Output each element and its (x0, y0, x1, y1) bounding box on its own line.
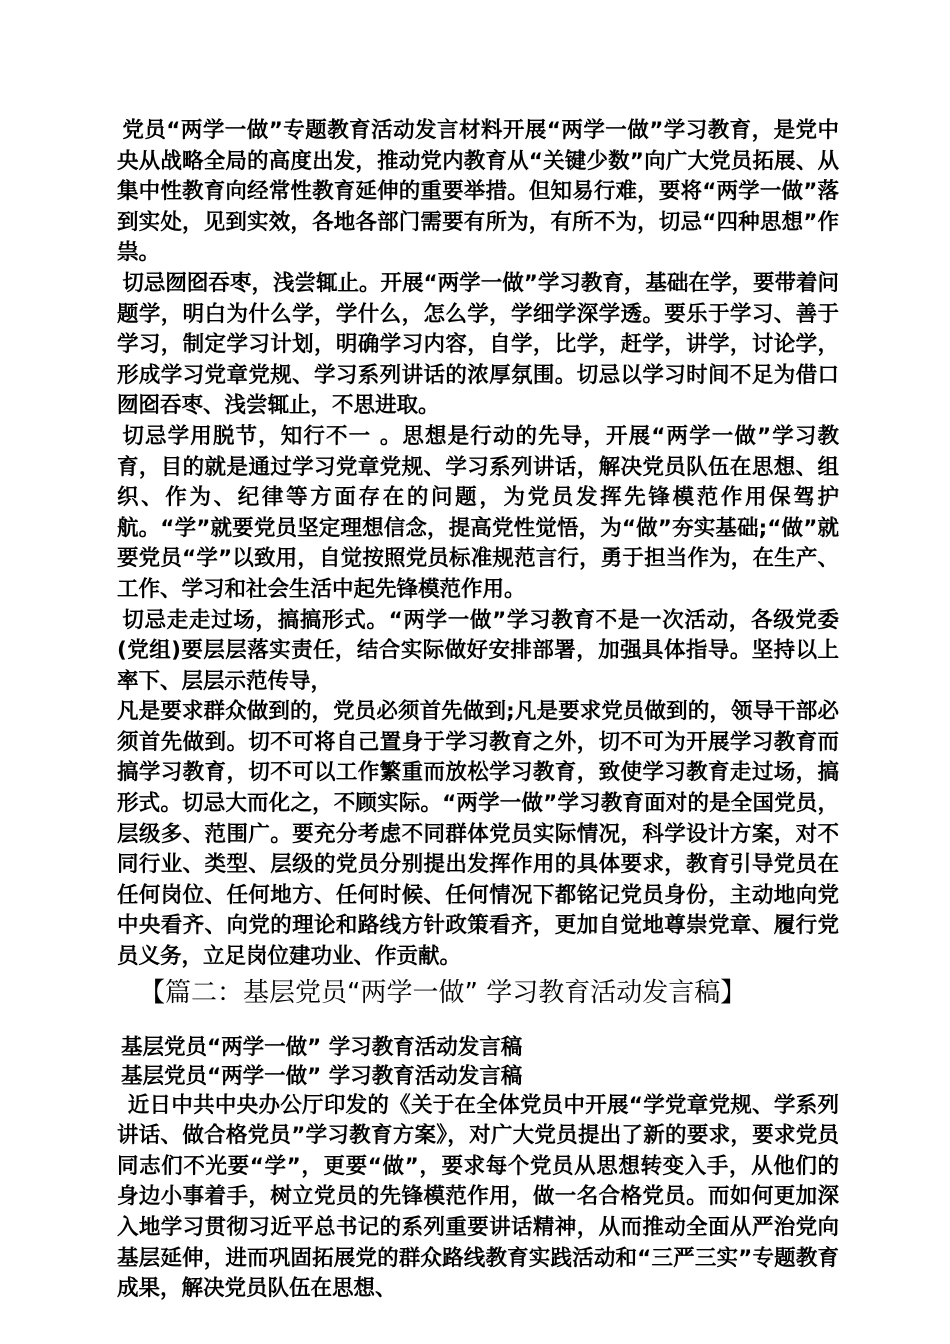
paragraph-section-1: 切忌囫囵吞枣，浅尝辄止。开展“两学一做”学习教育，基础在学，要带着问题学，明白为什么学，学什么，怎么学，学细学深学透。要乐于学习、善于学习，制定学习计划，明确学习内容，自学，比学，赶学，讲学，讨论学，形成学习党章党规、学习系列讲话的浓厚氛围。切忌以学习时间不足为借口囫囵吞枣、浅尝辄止，不思进取。 (117, 270, 839, 419)
paragraph-closing: 近日中共中央办公厅印发的《关于在全体党员中开展“学党章党规、学系列讲话、做合格党员”学习教育方案》，对广大党员提出了新的要求，要求党员同志们不光要“学”，更要“做”，要求每个党员从思想转变入手，从他们的身边小事着手，树立党员的先锋模范作用，做一名合格党员。而如何更加深入地学习贯彻习近平总书记的系列重要讲话精神，从而推动全面从严治党向基层延伸，进而巩固拓展党的群众路线教育实践活动和“三严三实”专题教育成果，解决党员队伍在思想、 (117, 1092, 839, 1302)
section-title: 【篇二：基层党员“两学一做” 学习教育活动发言稿】 (139, 977, 747, 1008)
paragraph-section-3: 切忌走走过场，搞搞形式。“两学一做”学习教育不是一次活动，各级党委(党组)要层层落实责任，结合实际做好安排部署，加强具体指导。坚持以上率下、层层示范传导， (117, 607, 839, 694)
paragraph-section-3-continued: 凡是要求群众做到的，党员必须首先做到;凡是要求党员做到的，领导干部必须首先做到。切不可将自己置身于学习教育之外，切不可为开展学习教育而搞学习教育，切不可以工作繁重而放松学习教育，致使学习教育走过场，搞形式。切忌大而化之，不顾实际。“两学一做”学习教育面对的是全国党员，层级多、范围广。要充分考虑不同群体党员实际情况，科学设计方案，对不同行业、类型、层级的党员分别提出发挥作用的具体要求，教育引导党员在任何岗位、任何地方、任何时候、任何情况下都铭记党员身份，主动地向党中央看齐、向党的理论和路线方针政策看齐，更加自觉地尊崇党章、履行党员义务，立足岗位建功业、作贡献。 (117, 699, 839, 970)
sub-title-1: 基层党员“两学一做” 学习教育活动发言稿 (121, 1034, 523, 1060)
paragraph-section-2: 切忌学用脱节，知行不一 。思想是行动的先导，开展“两学一做”学习教育，目的就是通过学习党章党规、学习系列讲话，解决党员队伍在思想、组织、作为、纪律等方面存在的问题，为党员发挥先锋模范作用保驾护航。“学”就要党员坚定理想信念，提高党性觉悟，为“做”夯实基础;“做”就要党员“学”以致用，自觉按照党员标准规范言行，勇于担当作为，在生产、工作、学习和社会生活中起先锋模范作用。 (117, 423, 839, 602)
paragraph-intro: 党员“两学一做”专题教育活动发言材料开展“两学一做”学习教育，是党中央从战略全局的高度出发，推动党内教育从“关键少数”向广大党员拓展、从集中性教育向经常性教育延伸的重要举措。但知易行难，要将“两学一做”落到实处，见到实效，各地各部门需要有所为，有所不为，切忌“四种思想”作祟。 (117, 118, 839, 266)
sub-title-2: 基层党员“两学一做” 学习教育活动发言稿 (121, 1063, 523, 1089)
document-page (117, 116, 839, 1305)
